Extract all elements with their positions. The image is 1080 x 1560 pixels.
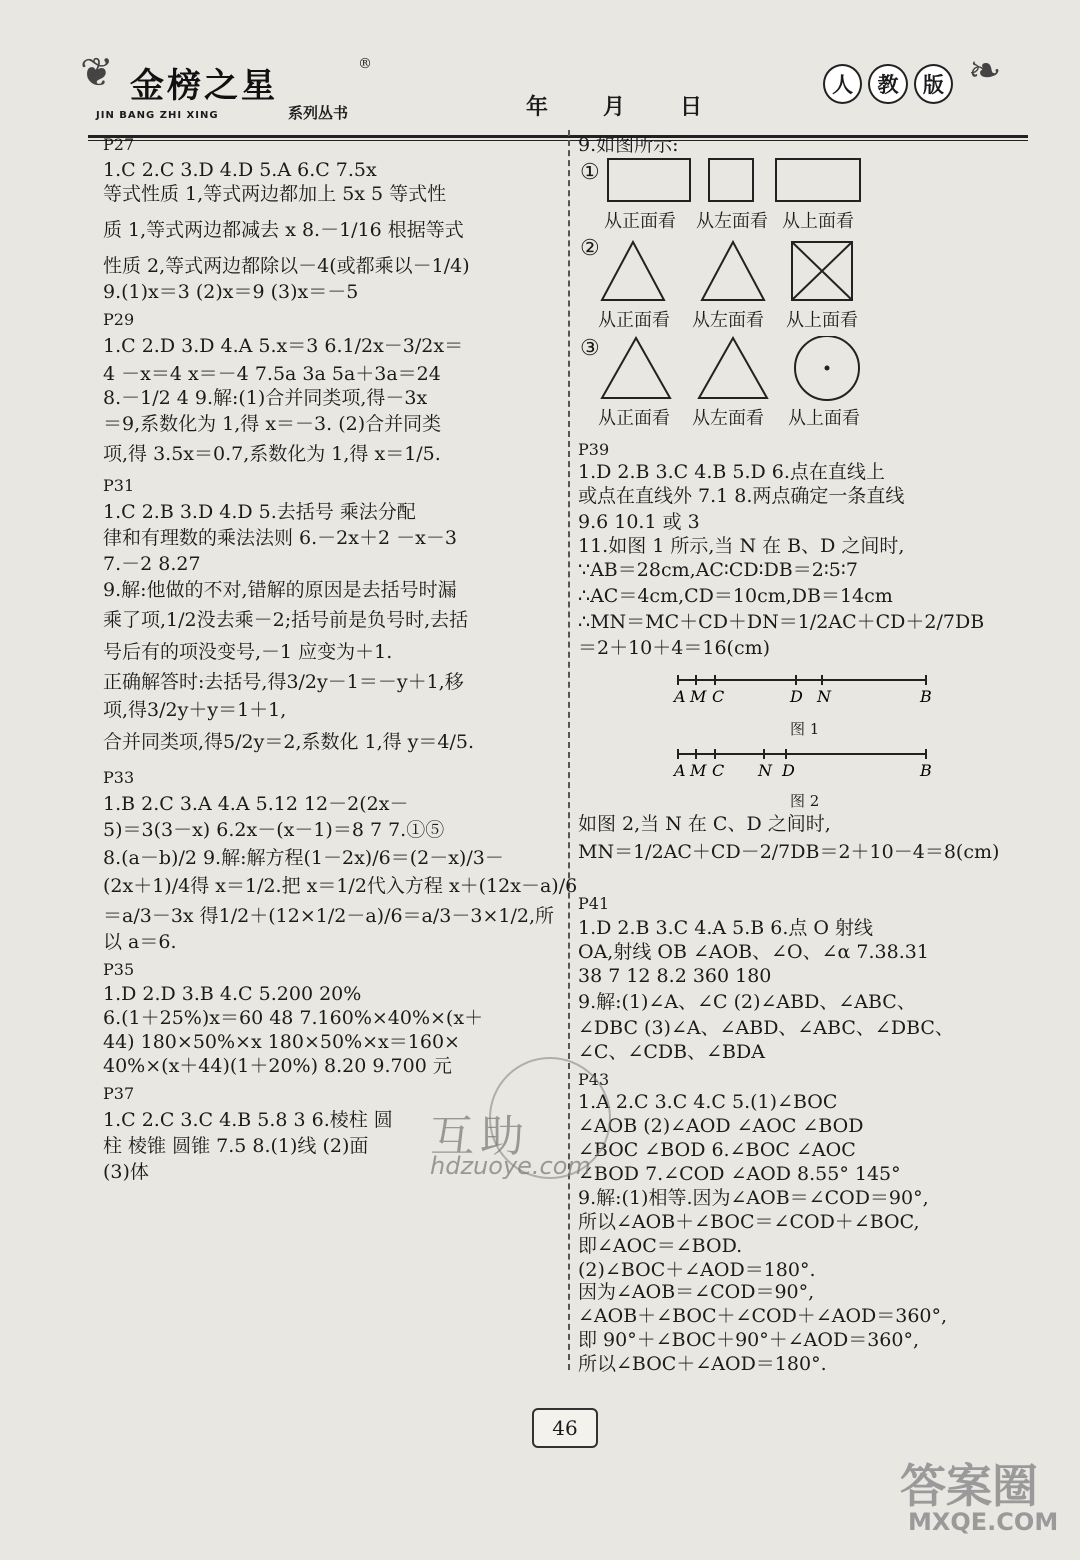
answer-line: (3)体 <box>103 1161 149 1183</box>
front-triangle <box>602 242 664 300</box>
answer-line: 1.D 2.B 3.C 4.B 5.D 6.点在直线上 <box>578 461 885 483</box>
stamp-text: 互助 <box>430 1111 530 1162</box>
answer-line: 9.解:(1)∠A、∠C (2)∠ABD、∠ABC、 <box>578 991 916 1013</box>
answer-line: ∠BOD 7.∠COD ∠AOD 8.55° 145° <box>578 1163 901 1185</box>
answer-line: ∠C、∠CDB、∠BDA <box>578 1041 765 1063</box>
point-label: N <box>758 761 772 780</box>
answer-line: OA,射线 OB ∠AOB、∠O、∠α 7.38.31 <box>578 941 929 963</box>
edition-char: 版 <box>914 64 953 104</box>
answer-line: 8.(a－b)/2 9.解:解方程(1－2x)/6＝(2－x)/3－ <box>103 847 504 869</box>
segment-figure-2 <box>672 744 942 780</box>
point-label: C <box>712 761 725 780</box>
top-rectangle <box>775 158 861 202</box>
answer-line: 1.C 2.C 3.C 4.B 5.8 3 6.棱柱 圆 <box>103 1109 393 1131</box>
answer-line: ∴AC＝4cm,CD＝10cm,DB＝14cm <box>578 585 893 607</box>
answer-line: 11.如图 1 所示,当 N 在 B、D 之间时, <box>578 535 905 557</box>
answer-line: ∴MN＝MC＋CD＋DN＝1/2AC＋CD＋2/7DB <box>578 611 985 633</box>
watermark-url: MXQE.COM <box>908 1508 1059 1536</box>
view-row-number: ② <box>580 236 600 261</box>
registered-mark: ® <box>358 56 372 72</box>
caption-top: 从上面看 <box>782 211 854 232</box>
answer-line: 性质 2,等式两边都除以－4(或都乘以－1/4) <box>103 255 470 277</box>
brand-title: 金榜之星 <box>130 66 278 106</box>
answer-line: ＝a/3－3x 得1/2＋(12×1/2－a)/6＝a/3－3×1/2,所 <box>103 905 554 927</box>
answer-line: 1.C 2.D 3.D 4.A 5.x＝3 6.1/2x－3/2x＝ <box>103 335 464 357</box>
answer-line: 合并同类项,得5/2y＝2,系数化 1,得 y＝4/5. <box>103 731 475 753</box>
header-rule <box>88 135 1028 138</box>
brand-pinyin: JIN BANG ZHI XING <box>96 110 219 121</box>
answer-line: 4 －x＝4 x＝－4 7.5a 3a 5a＋3a＝24 <box>103 363 441 385</box>
point-label: A <box>674 761 686 780</box>
view-row-number: ① <box>580 160 600 185</box>
page-number: 46 <box>532 1408 598 1448</box>
caption-front: 从正面看 <box>598 408 670 429</box>
answer-line: 44) 180×50%×x 180×50%×x＝160× <box>103 1031 460 1053</box>
section-page-label: P39 <box>578 440 610 459</box>
series-label: 系列丛书 <box>288 104 349 122</box>
answer-line: MN＝1/2AC＋CD－2/7DB＝2＋10－4＝8(cm) <box>578 841 1000 863</box>
answer-line: 1.C 2.B 3.D 4.D 5.去括号 乘法分配 <box>103 501 416 523</box>
ornament-left-icon: ❦ <box>80 50 114 96</box>
answer-line: 柱 棱锥 圆锥 7.5 8.(1)线 (2)面 <box>103 1135 369 1157</box>
answer-line: 9.6 10.1 或 3 <box>578 511 700 533</box>
answer-line: 正确解答时:去括号,得3/2y－1＝－y＋1,移 <box>103 671 464 693</box>
point-label: M <box>690 687 707 706</box>
answer-line: ∵AB＝28cm,AC∶CD∶DB＝2∶5∶7 <box>578 559 858 581</box>
segment-figure-1 <box>672 670 942 706</box>
point-label: M <box>690 761 707 780</box>
section-page-label: P27 <box>103 135 135 154</box>
answer-line: 40%×(x＋44)(1＋20%) 8.20 9.700 元 <box>103 1055 452 1077</box>
answer-line: 质 1,等式两边都减去 x 8.－1/16 根据等式 <box>103 219 464 241</box>
answer-line: 1.A 2.C 3.C 4.C 5.(1)∠BOC <box>578 1091 838 1113</box>
answer-line: ∠BOC ∠BOD 6.∠BOC ∠AOC <box>578 1139 856 1161</box>
answer-line: 9.如图所示: <box>578 134 679 156</box>
point-label: B <box>920 761 932 780</box>
answer-line: 38 7 12 8.2 360 180 <box>578 965 772 987</box>
page-header <box>80 48 1028 144</box>
top-center-dot <box>825 366 830 371</box>
caption-front: 从正面看 <box>598 310 670 331</box>
answer-line: 7.－2 8.27 <box>103 553 201 575</box>
answer-line: 律和有理数的乘法法则 6.－2x＋2 －x－3 <box>103 527 457 549</box>
ornament-right-icon: ❧ <box>968 48 1002 94</box>
caption-front: 从正面看 <box>604 211 676 232</box>
answer-line: (2x＋1)/4得 x＝1/2.把 x＝1/2代入方程 x＋(12x－a)/6 <box>103 875 578 897</box>
answer-line: ∠AOB＋∠BOC＋∠COD＋∠AOD＝360°, <box>578 1305 948 1327</box>
header-rule-thin <box>88 140 1028 141</box>
point-label: C <box>712 687 725 706</box>
left-triangle <box>699 338 767 398</box>
date-month: 月 <box>603 94 626 120</box>
section-page-label: P33 <box>103 768 135 787</box>
answer-line: 以 a＝6. <box>103 931 177 953</box>
figure-2-caption: 图 2 <box>790 792 820 810</box>
answer-line: 乘了项,1/2没去乘－2;括号前是负号时,去括 <box>103 609 469 631</box>
answer-line: 1.B 2.C 3.A 4.A 5.12 12－2(2x－ <box>103 793 409 815</box>
answer-line: (2)∠BOC＋∠AOD＝180°. <box>578 1259 816 1281</box>
point-label: A <box>674 687 686 706</box>
answer-line: 6.(1＋25%)x＝60 48 7.160%×40%×(x＋ <box>103 1007 484 1029</box>
point-label: B <box>920 687 932 706</box>
view-row-number: ③ <box>580 336 600 361</box>
answer-line: ∠AOB (2)∠AOD ∠AOC ∠BOD <box>578 1115 864 1137</box>
caption-left: 从左面看 <box>692 310 764 331</box>
section-page-label: P31 <box>103 476 135 495</box>
point-label: D <box>790 687 803 706</box>
left-triangle <box>702 242 764 300</box>
row2-shapes <box>600 240 860 302</box>
caption-top: 从上面看 <box>786 310 858 331</box>
answer-line: 即∠AOC＝∠BOD. <box>578 1235 743 1257</box>
edition-char: 教 <box>868 64 907 104</box>
section-page-label: P29 <box>103 310 135 329</box>
caption-top: 从上面看 <box>788 408 860 429</box>
answer-line: 所以∠AOB＋∠BOC＝∠COD＋∠BOC, <box>578 1211 920 1233</box>
section-page-label: P37 <box>103 1084 135 1103</box>
left-square <box>708 158 754 202</box>
date-year: 年 <box>526 94 549 120</box>
answer-line: 1.D 2.B 3.C 4.A 5.B 6.点 O 射线 <box>578 917 874 939</box>
answer-line: ＝9,系数化为 1,得 x＝－3. (2)合并同类 <box>103 413 442 435</box>
caption-left: 从左面看 <box>692 408 764 429</box>
date-day: 日 <box>680 94 703 120</box>
answer-line: 或点在直线外 7.1 8.两点确定一条直线 <box>578 485 905 507</box>
column-divider <box>568 130 570 1370</box>
answer-line: 所以∠BOC＋∠AOD＝180°. <box>578 1353 827 1375</box>
answer-line: 项,得3/2y＋y＝1＋1, <box>103 699 287 721</box>
front-triangle <box>602 338 670 398</box>
caption-left: 从左面看 <box>696 211 768 232</box>
edition-badge <box>823 64 953 102</box>
answer-line: 如图 2,当 N 在 C、D 之间时, <box>578 813 831 835</box>
section-page-label: P41 <box>578 894 610 913</box>
answer-line: 号后有的项没变号,－1 应变为＋1. <box>103 641 393 663</box>
answer-line: 1.D 2.D 3.B 4.C 5.200 20% <box>103 983 362 1005</box>
edition-char: 人 <box>823 64 862 104</box>
answer-line: 9.(1)x＝3 (2)x＝9 (3)x＝－5 <box>103 281 359 303</box>
answer-line: ＝2＋10＋4＝16(cm) <box>578 637 771 659</box>
answer-line: ∠DBC (3)∠A、∠ABD、∠ABC、∠DBC、 <box>578 1017 954 1039</box>
answer-line: 8.－1/2 4 9.解:(1)合并同类项,得－3x <box>103 387 428 409</box>
answer-line: 项,得 3.5x＝0.7,系数化为 1,得 x＝1/5. <box>103 443 441 465</box>
answer-line: 因为∠AOB＝∠COD＝90°, <box>578 1281 815 1303</box>
front-rectangle <box>607 158 691 202</box>
point-label: N <box>817 687 831 706</box>
watermark-logo: 答案圈 <box>900 1459 1038 1513</box>
point-label: D <box>782 761 795 780</box>
section-page-label: P43 <box>578 1070 610 1089</box>
answer-line: 等式性质 1,等式两边都加上 5x 5 等式性 <box>103 183 447 205</box>
answer-line: 即 90°＋∠BOC＋90°＋∠AOD＝360°, <box>578 1329 919 1351</box>
answer-line: 9.解:他做的不对,错解的原因是去括号时漏 <box>103 579 457 601</box>
section-page-label: P35 <box>103 960 135 979</box>
row3-shapes <box>600 336 870 402</box>
figure-1-caption: 图 1 <box>790 720 820 738</box>
stamp-url: hdzuoye.com <box>430 1152 591 1180</box>
answer-line: 5)＝3(3－x) 6.2x－(x－1)＝8 7 7.①⑤ <box>103 819 445 841</box>
answer-line: 1.C 2.C 3.D 4.D 5.A 6.C 7.5x <box>103 159 377 181</box>
answer-line: 9.解:(1)相等.因为∠AOB＝∠COD＝90°, <box>578 1187 929 1209</box>
